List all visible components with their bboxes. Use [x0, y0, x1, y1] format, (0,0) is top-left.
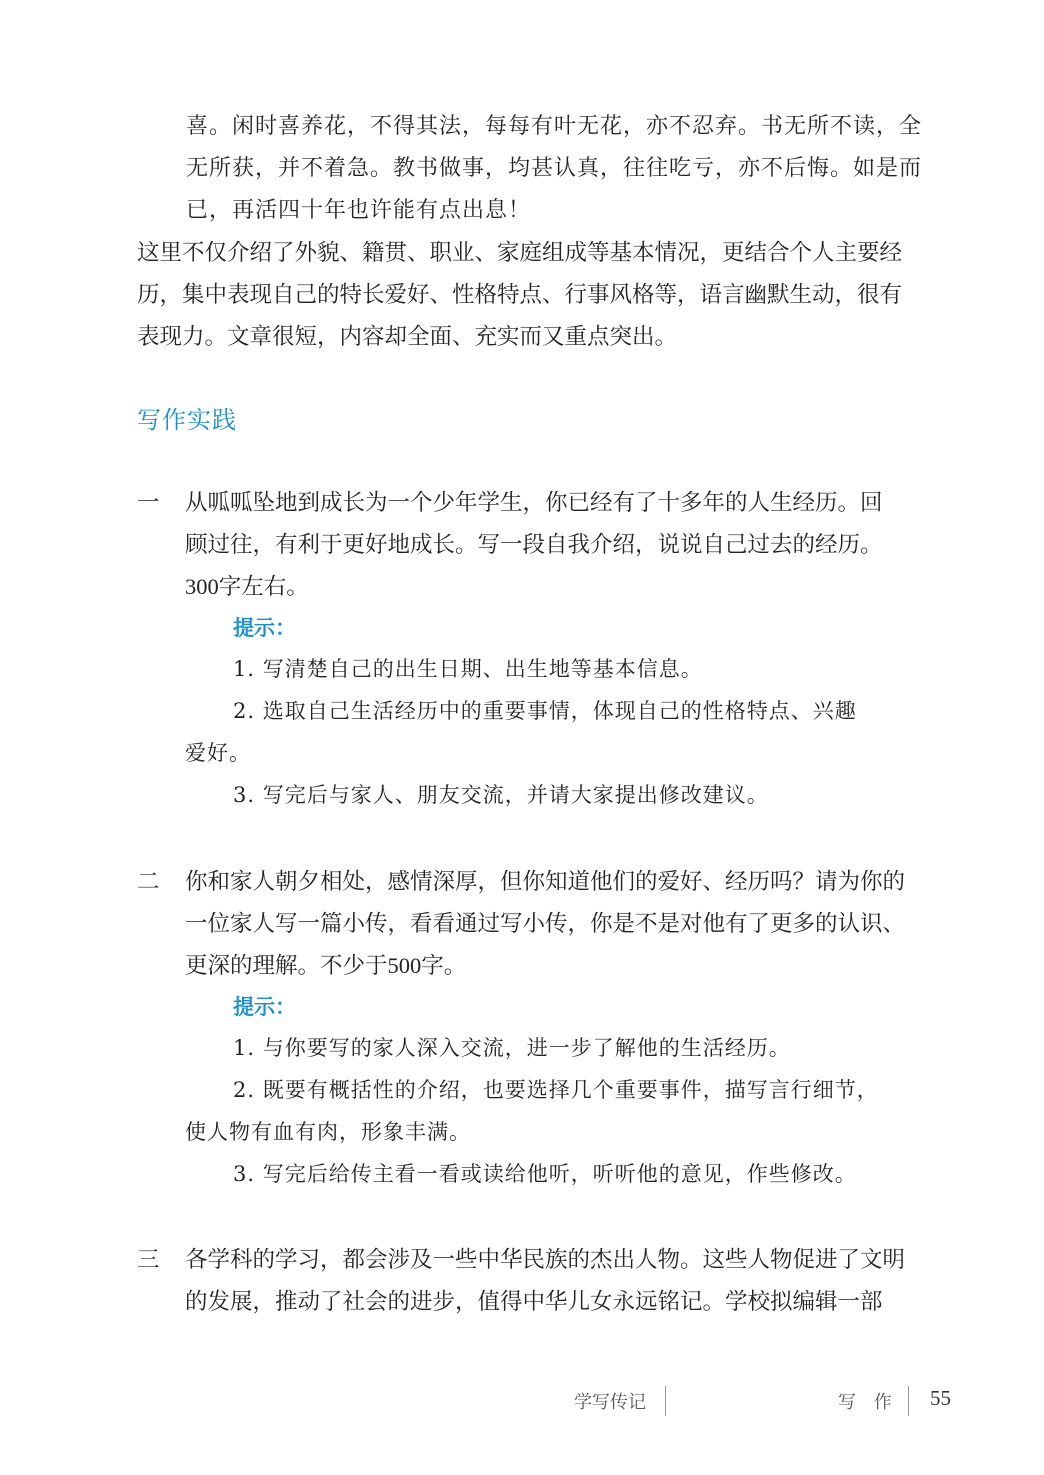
- footer-divider: [665, 1386, 666, 1416]
- hint-list: [185, 648, 957, 816]
- hint-item: 1. 与你要写的家人深入交流，进一步了解他的生活经历。: [233, 1036, 791, 1060]
- hint-list: [185, 1027, 957, 1195]
- task-line: 的发展，推动了社会的进步，值得中华儿女永远铭记。学校拟编辑一部: [185, 1289, 883, 1314]
- task-line: 从呱呱坠地到成长为一个少年学生，你已经有了十多年的人生经历。回: [185, 490, 883, 515]
- task-text: [185, 1239, 957, 1323]
- task-text: [185, 861, 957, 987]
- hint-title: 提示：: [233, 616, 296, 640]
- hint-title: 提示：: [233, 995, 296, 1019]
- task-line: 更深的理解。不少于500字。: [185, 953, 467, 978]
- task-line: 300字左右。: [185, 574, 309, 599]
- hint-item: 爱好。: [185, 741, 251, 765]
- task-number: 三: [137, 1247, 160, 1272]
- task-number: 二: [137, 869, 160, 894]
- hint-item: 使人物有血有肉，形象丰满。: [185, 1120, 471, 1144]
- hint-item: 1. 写清楚自己的出生日期、出生地等基本信息。: [233, 657, 703, 681]
- quote-line: 喜。闲时喜养花，不得其法，每每有叶无花，亦不忍弃。书无所不读，全: [186, 114, 923, 139]
- hint-item: 2. 选取自己生活经历中的重要事情，体现自己的性格特点、兴趣: [233, 699, 857, 723]
- quoted-passage: [186, 106, 956, 232]
- page-number: 55: [930, 1386, 951, 1410]
- page-footer: [0, 1382, 1044, 1422]
- task-line: 顾过往，有利于更好地成长。写一段自我介绍，说说自己过去的经历。: [185, 532, 883, 557]
- footer-section-title: 写 作: [838, 1392, 898, 1413]
- footer-divider: [908, 1386, 909, 1416]
- task-number: 一: [137, 490, 160, 515]
- paragraph-line: 历，集中表现自己的特长爱好、性格特点、行事风格等，语言幽默生动，很有: [137, 282, 903, 307]
- footer-unit-title: 学写传记: [574, 1392, 646, 1413]
- commentary-paragraph: [137, 232, 957, 358]
- paragraph-line: 这里不仅介绍了外貌、籍贯、职业、家庭组成等基本情况，更结合个人主要经: [137, 240, 903, 265]
- task-line: 一位家人写一篇小传，看看通过写小传，你是不是对他有了更多的认识、: [185, 911, 906, 936]
- quote-line: 已，再活四十年也许能有点出息！: [186, 198, 532, 223]
- hint-item: 3. 写完后给传主看一看或读给他听，听听他的意见，作些修改。: [233, 1162, 857, 1186]
- section-title: 写作实践: [137, 406, 237, 434]
- quote-line: 无所获，并不着急。教书做事，均甚认真，往往吃亏，亦不后悔。如是而: [186, 156, 923, 181]
- task-text: [185, 482, 957, 608]
- task-line: 各学科的学习，都会涉及一些中华民族的杰出人物。这些人物促进了文明: [185, 1247, 906, 1272]
- hint-item: 2. 既要有概括性的介绍，也要选择几个重要事件，描写言行细节，: [233, 1078, 879, 1102]
- paragraph-line: 表现力。文章很短，内容却全面、充实而又重点突出。: [137, 324, 678, 349]
- task-line: 你和家人朝夕相处，感情深厚，但你知道他们的爱好、经历吗？请为你的: [185, 869, 906, 894]
- hint-item: 3. 写完后与家人、朋友交流，并请大家提出修改建议。: [233, 783, 769, 807]
